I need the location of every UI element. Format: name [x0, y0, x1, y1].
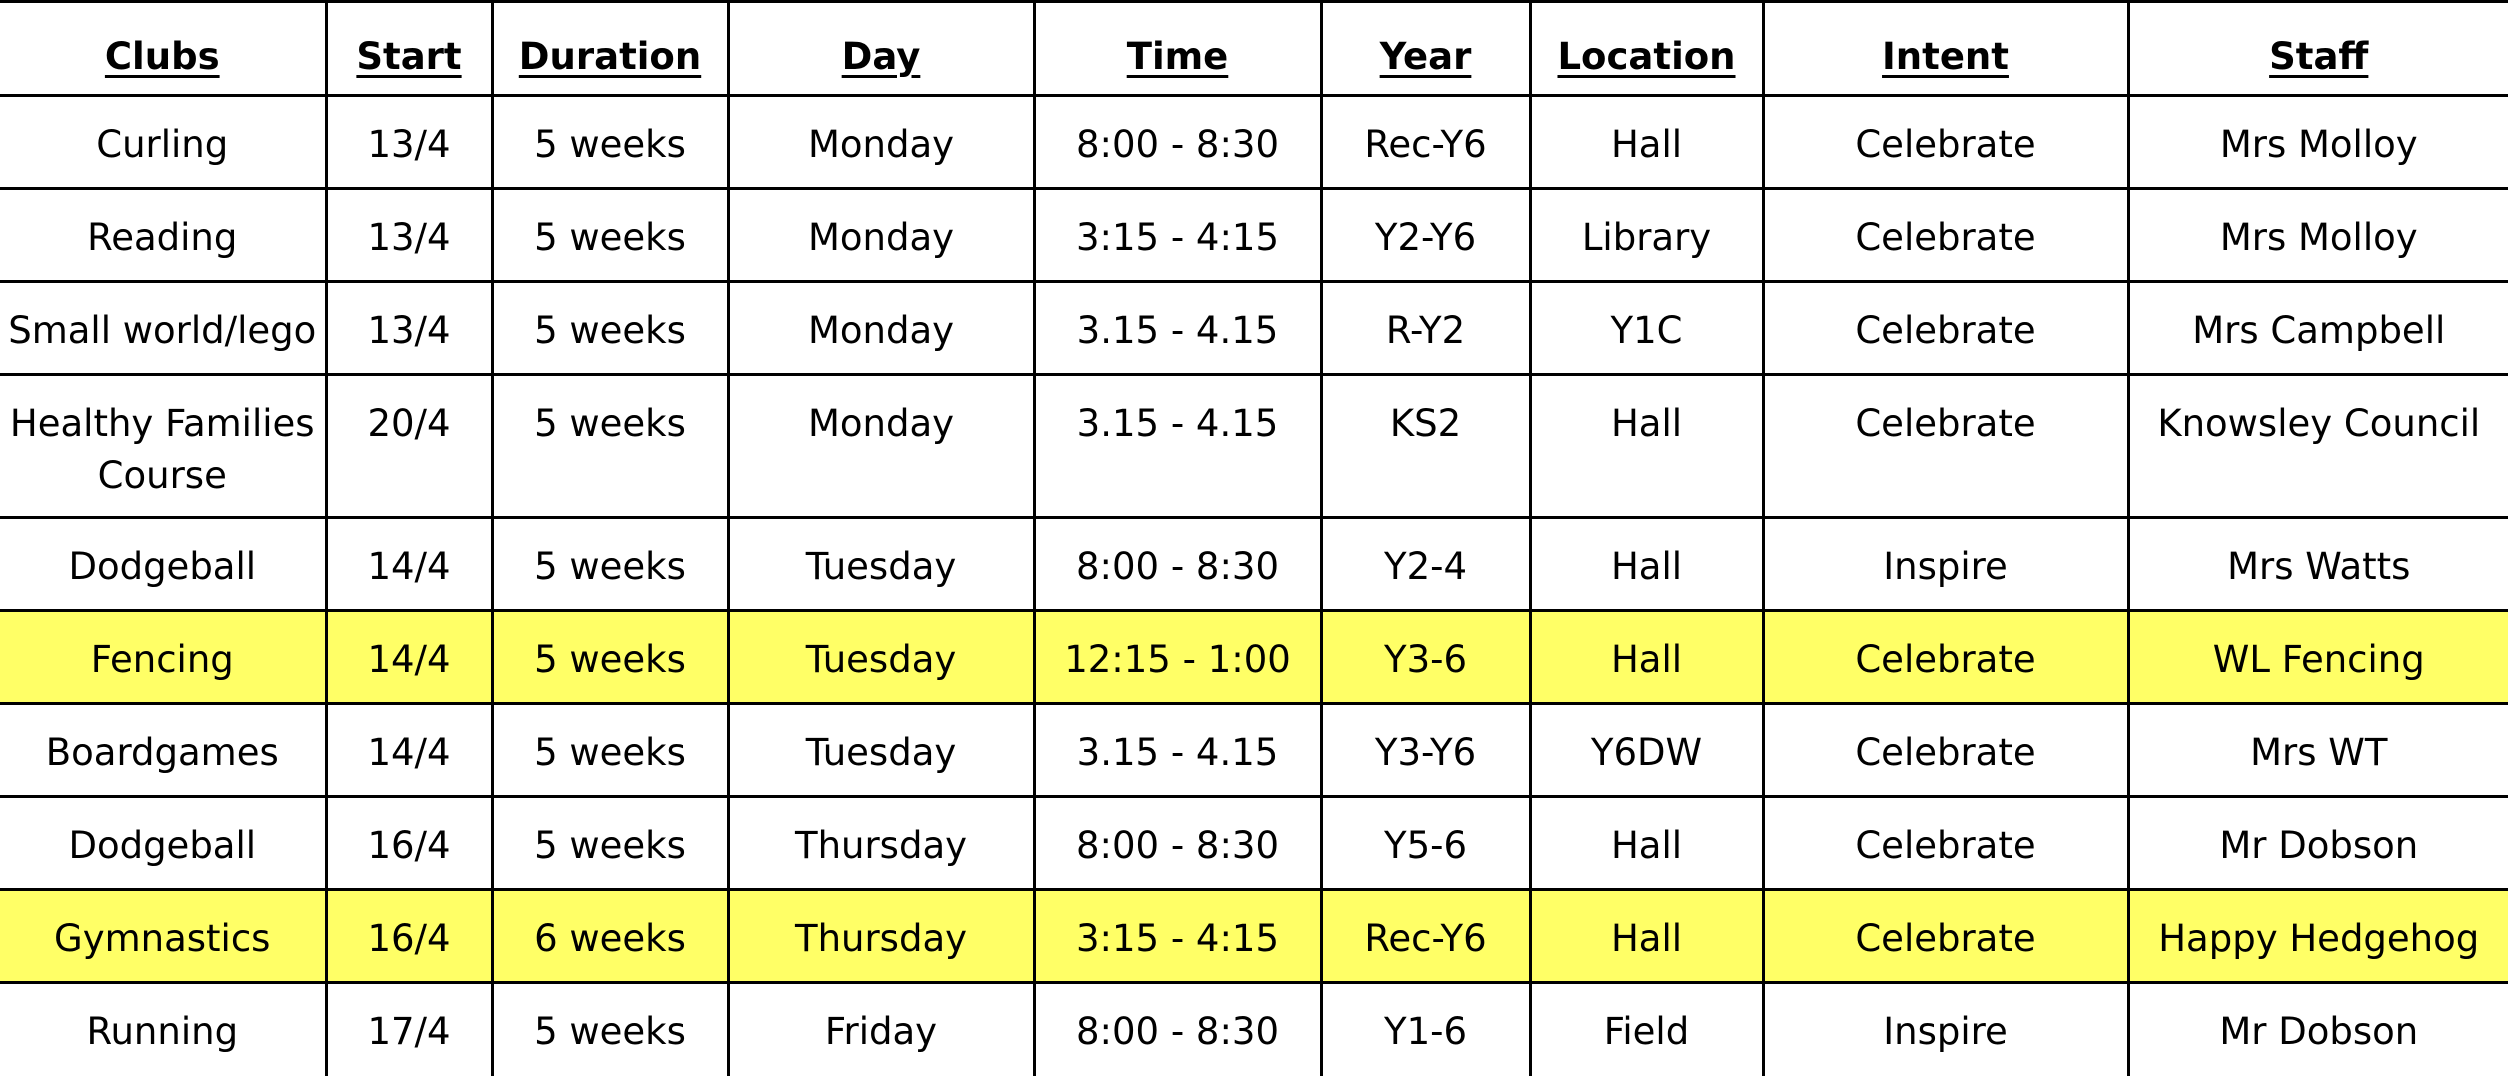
cell-intent: Celebrate [1763, 96, 2128, 189]
cell-staff: Knowsley Council [2128, 375, 2508, 518]
cell-intent: Inspire [1763, 518, 2128, 611]
table-row [0, 797, 2508, 890]
cell-duration: 5 weeks [492, 189, 728, 282]
cell-time: 3.15 - 4.15 [1034, 704, 1321, 797]
cell-staff: Mr Dobson [2128, 983, 2508, 1076]
cell-location: Hall [1530, 611, 1763, 704]
cell-time: 8:00 - 8:30 [1034, 518, 1321, 611]
cell-start: 13/4 [326, 189, 492, 282]
cell-year: Rec-Y6 [1321, 890, 1530, 983]
cell-year: Y3-6 [1321, 611, 1530, 704]
cell-time: 3:15 - 4:15 [1034, 890, 1321, 983]
cell-day: Monday [728, 189, 1034, 282]
cell-duration: 6 weeks [492, 890, 728, 983]
table-row [0, 983, 2508, 1076]
cell-start: 14/4 [326, 704, 492, 797]
col-header-time: Time [1034, 2, 1321, 96]
cell-duration: 5 weeks [492, 96, 728, 189]
cell-duration: 5 weeks [492, 611, 728, 704]
col-header-duration: Duration [492, 2, 728, 96]
col-header-clubs: Clubs [0, 2, 326, 96]
cell-intent: Celebrate [1763, 890, 2128, 983]
cell-day: Tuesday [728, 704, 1034, 797]
cell-year: Rec-Y6 [1321, 96, 1530, 189]
cell-intent: Celebrate [1763, 375, 2128, 518]
cell-intent: Inspire [1763, 983, 2128, 1076]
cell-time: 3.15 - 4.15 [1034, 282, 1321, 375]
cell-time: 8:00 - 8:30 [1034, 96, 1321, 189]
cell-staff: Mrs Molloy [2128, 96, 2508, 189]
cell-club: Gymnastics [0, 890, 326, 983]
cell-time: 3.15 - 4.15 [1034, 375, 1321, 518]
cell-club: Dodgeball [0, 797, 326, 890]
cell-location: Hall [1530, 375, 1763, 518]
cell-intent: Celebrate [1763, 704, 2128, 797]
cell-day: Friday [728, 983, 1034, 1076]
table-row [0, 96, 2508, 189]
cell-location: Hall [1530, 797, 1763, 890]
table-row [0, 189, 2508, 282]
cell-start: 14/4 [326, 611, 492, 704]
cell-club: Running [0, 983, 326, 1076]
cell-duration: 5 weeks [492, 797, 728, 890]
cell-location: Field [1530, 983, 1763, 1076]
cell-club: Reading [0, 189, 326, 282]
cell-location: Hall [1530, 96, 1763, 189]
cell-year: Y5-6 [1321, 797, 1530, 890]
cell-duration: 5 weeks [492, 704, 728, 797]
table-row [0, 375, 2508, 518]
cell-intent: Celebrate [1763, 189, 2128, 282]
cell-day: Monday [728, 375, 1034, 518]
cell-club: Fencing [0, 611, 326, 704]
cell-duration: 5 weeks [492, 518, 728, 611]
cell-year: R-Y2 [1321, 282, 1530, 375]
cell-intent: Celebrate [1763, 611, 2128, 704]
cell-time: 12:15 - 1:00 [1034, 611, 1321, 704]
cell-year: KS2 [1321, 375, 1530, 518]
cell-year: Y1-6 [1321, 983, 1530, 1076]
cell-day: Monday [728, 96, 1034, 189]
cell-location: Library [1530, 189, 1763, 282]
cell-start: 14/4 [326, 518, 492, 611]
cell-start: 17/4 [326, 983, 492, 1076]
col-header-year: Year [1321, 2, 1530, 96]
cell-staff: WL Fencing [2128, 611, 2508, 704]
cell-duration: 5 weeks [492, 983, 728, 1076]
table-row-highlighted [0, 890, 2508, 983]
cell-location: Hall [1530, 890, 1763, 983]
cell-time: 3:15 - 4:15 [1034, 189, 1321, 282]
cell-year: Y2-Y6 [1321, 189, 1530, 282]
table-row [0, 282, 2508, 375]
cell-day: Tuesday [728, 518, 1034, 611]
cell-staff: Happy Hedgehog [2128, 890, 2508, 983]
cell-club: Small world/lego [0, 282, 326, 375]
table-row-highlighted [0, 611, 2508, 704]
cell-day: Thursday [728, 797, 1034, 890]
cell-club: Curling [0, 96, 326, 189]
cell-staff: Mr Dobson [2128, 797, 2508, 890]
cell-club: Boardgames [0, 704, 326, 797]
cell-intent: Celebrate [1763, 282, 2128, 375]
cell-duration: 5 weeks [492, 375, 728, 518]
cell-location: Hall [1530, 518, 1763, 611]
cell-club: Dodgeball [0, 518, 326, 611]
cell-start: 20/4 [326, 375, 492, 518]
cell-location: Y6DW [1530, 704, 1763, 797]
cell-staff: Mrs Campbell [2128, 282, 2508, 375]
cell-location: Y1C [1530, 282, 1763, 375]
cell-intent: Celebrate [1763, 797, 2128, 890]
cell-start: 16/4 [326, 797, 492, 890]
cell-year: Y2-4 [1321, 518, 1530, 611]
cell-day: Tuesday [728, 611, 1034, 704]
cell-start: 13/4 [326, 282, 492, 375]
cell-start: 13/4 [326, 96, 492, 189]
cell-staff: Mrs WT [2128, 704, 2508, 797]
col-header-day: Day [728, 2, 1034, 96]
table-row [0, 704, 2508, 797]
cell-day: Thursday [728, 890, 1034, 983]
cell-club: Healthy Families Course [0, 375, 326, 518]
cell-staff: Mrs Molloy [2128, 189, 2508, 282]
col-header-location: Location [1530, 2, 1763, 96]
col-header-staff: Staff [2128, 2, 2508, 96]
table-row [0, 518, 2508, 611]
cell-day: Monday [728, 282, 1034, 375]
cell-staff: Mrs Watts [2128, 518, 2508, 611]
col-header-start: Start [326, 2, 492, 96]
header-row [0, 2, 2508, 96]
cell-time: 8:00 - 8:30 [1034, 983, 1321, 1076]
cell-time: 8:00 - 8:30 [1034, 797, 1321, 890]
cell-duration: 5 weeks [492, 282, 728, 375]
cell-start: 16/4 [326, 890, 492, 983]
cell-year: Y3-Y6 [1321, 704, 1530, 797]
col-header-intent: Intent [1763, 2, 2128, 96]
